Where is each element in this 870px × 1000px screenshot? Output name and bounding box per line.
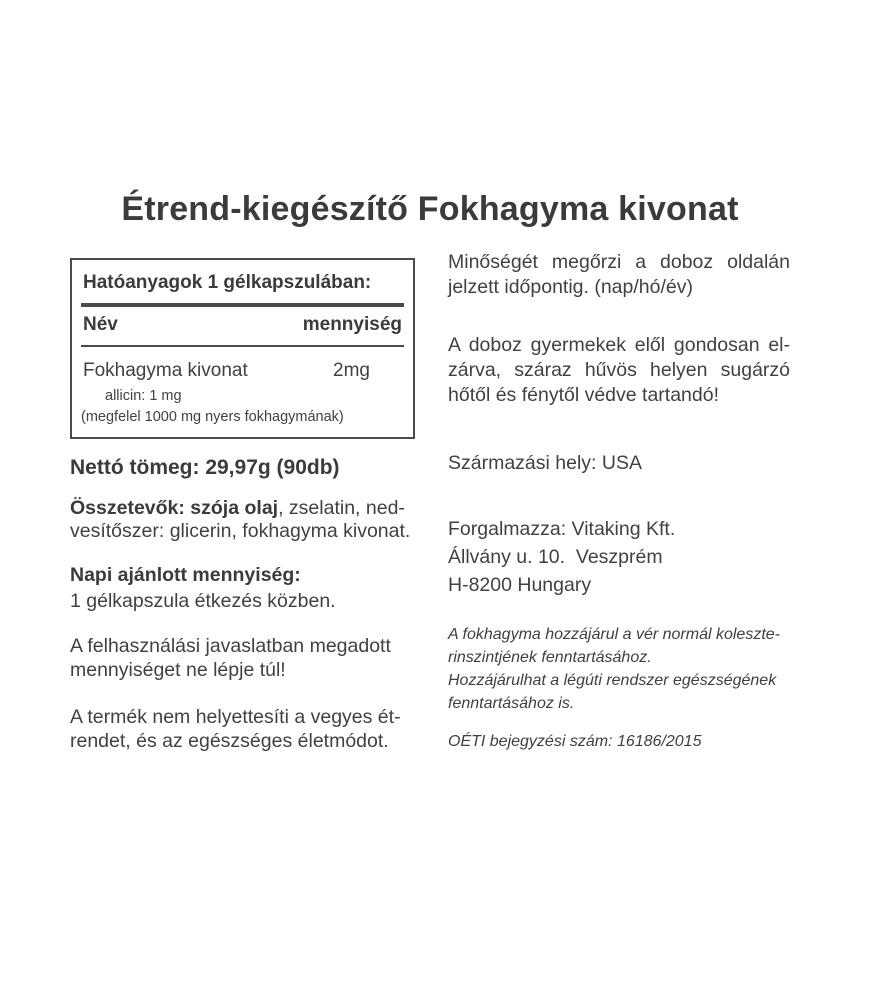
ingredients-paragraph — [70, 497, 415, 543]
page-title: Étrend-kiegészítő Fokhagyma kivonat — [121, 190, 739, 228]
thin-divider — [81, 345, 404, 347]
facts-col-amount: mennyiség — [302, 314, 402, 335]
thick-divider — [81, 303, 404, 307]
daily-dose-heading: Napi ajánlott mennyiség: — [70, 564, 301, 586]
health-claims-paragraph: A fokhagyma hozzájárul a vér normál koleszte- rinszintjének fenntartásához. Hozzájárulhat a légúti rendszer egészségének fenntartásához is. — [448, 626, 780, 712]
facts-column-headers — [81, 314, 404, 336]
storage-paragraph: A doboz gyermekek elől gondosan el- zárva, száraz hűvös helyen sugárzó hőtől és fénytől védve tartandó! — [448, 334, 790, 406]
ingredient-name: Fokhagyma kivonat — [83, 360, 248, 381]
ingredient-amount: 2mg — [333, 360, 370, 381]
distributor-block: Forgalmazza: Vitaking Kft. Állvány u. 10. Veszprém H-8200 Hungary — [448, 518, 676, 596]
diet-warning-paragraph: A termék nem helyettesíti a vegyes ét- rendet, és az egészséges életmódot. — [70, 706, 401, 752]
daily-dose-text: 1 gélkapszula étkezés közben. — [70, 590, 336, 612]
ingredients-rest: , zselatin, ned- — [278, 497, 405, 519]
quality-paragraph: Minőségét megőrzi a doboz oldalán jelzett időpontig. (nap/hó/év) — [448, 251, 790, 298]
facts-header: Hatóanyagok 1 gélkapszulában: — [83, 272, 372, 293]
net-weight: Nettó tömeg: 29,97g (90db) — [70, 456, 340, 479]
ingredients-line-1 — [70, 497, 415, 520]
dose-warning-paragraph: A felhasználási javaslatban megadott mennyiséget ne lépje túl! — [70, 635, 391, 681]
ingredients-line-2: vesítőszer: glicerin, fokhagyma kivonat. — [70, 520, 411, 542]
origin-text: Származási hely: USA — [448, 452, 642, 474]
ingredients-bold: Összetevők: szója olaj — [70, 497, 279, 519]
allicin-note: allicin: 1 mg — [105, 388, 182, 404]
facts-col-name: Név — [83, 314, 118, 335]
left-column — [70, 258, 415, 753]
registration-number: OÉTI bejegyzési szám: 16186/2015 — [448, 733, 702, 750]
supplement-facts-box — [70, 258, 415, 439]
table-row — [81, 358, 404, 382]
right-column — [448, 250, 790, 751]
equivalence-note: (megfelel 1000 mg nyers fokhagymának) — [81, 409, 344, 425]
